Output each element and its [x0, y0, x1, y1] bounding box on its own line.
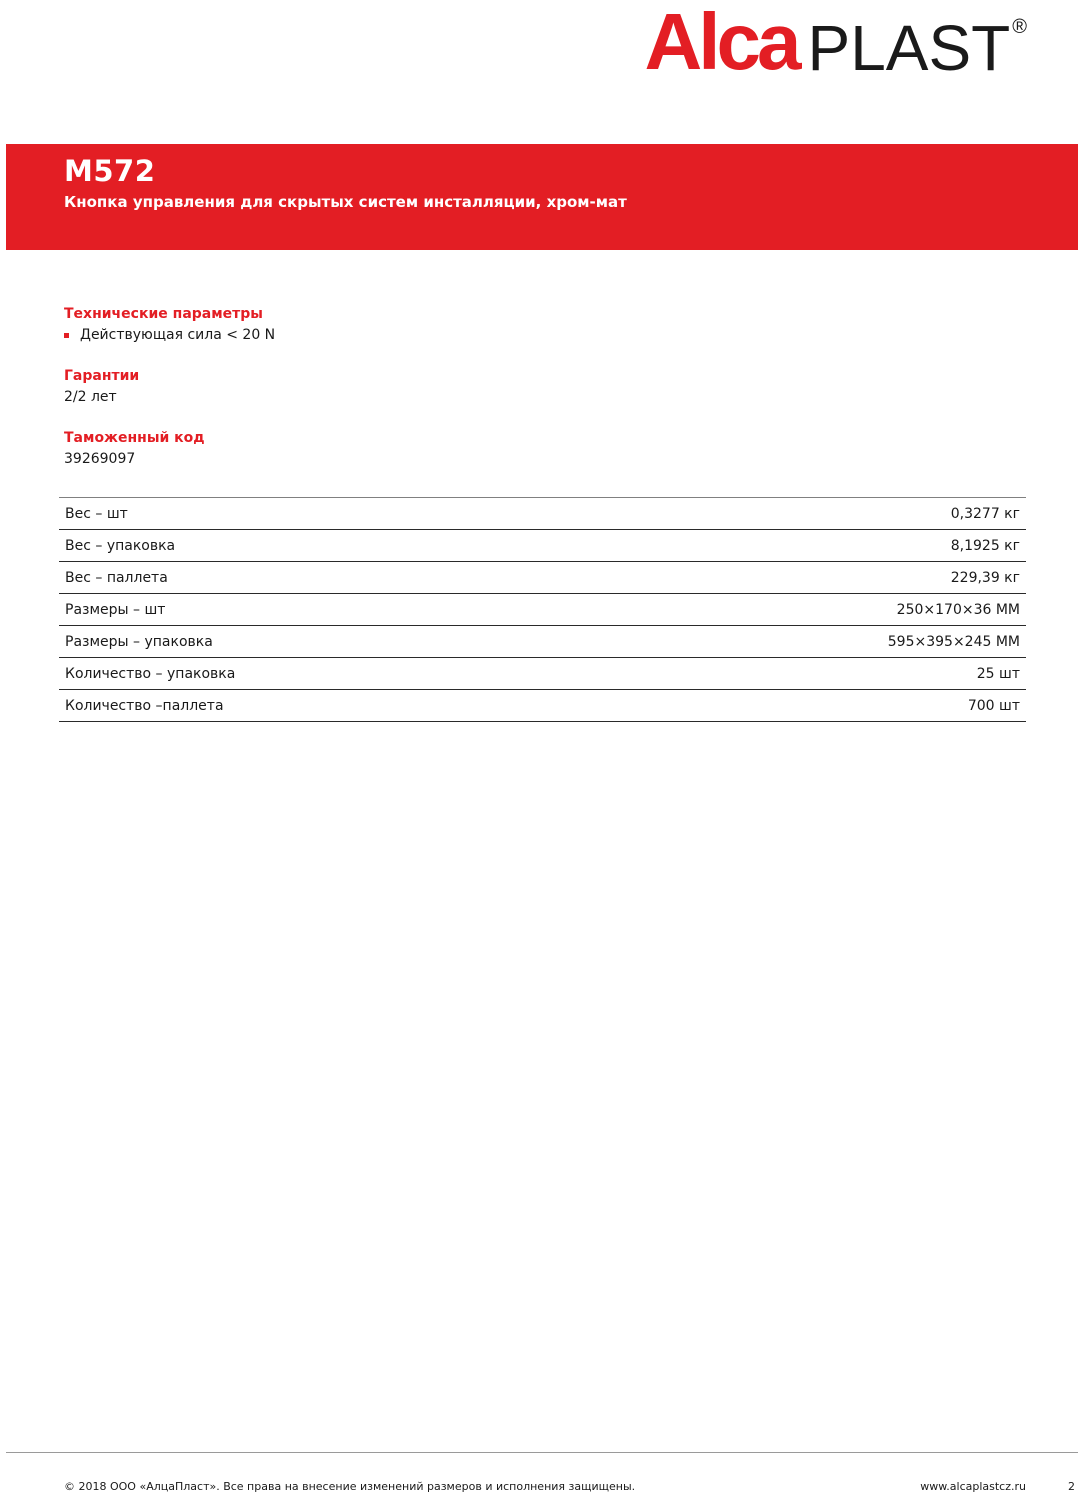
- spec-label: Количество –паллета: [65, 697, 224, 714]
- spec-value: 595×395×245 ММ: [887, 633, 1020, 650]
- spec-label: Количество – упаковка: [65, 665, 236, 682]
- tech-params-section: [64, 304, 1026, 346]
- table-row: [59, 594, 1026, 626]
- table-row: [59, 658, 1026, 690]
- footer-copyright: © 2018 ООО «АлцаПласт». Все права на внесение изменений размеров и исполнения защищены.: [64, 1480, 636, 1493]
- spec-label: Вес – паллета: [65, 569, 168, 586]
- logo-plast-text: PLAST: [807, 12, 1011, 84]
- table-row: [59, 690, 1026, 722]
- spec-value: 700 шт: [967, 697, 1020, 714]
- warranty-title: Гарантии: [64, 368, 140, 384]
- product-details: [64, 304, 1026, 490]
- spec-label: Размеры – шт: [65, 601, 166, 618]
- warranty-section: [64, 366, 1026, 408]
- customs-section: [64, 428, 1026, 470]
- spec-value: 229,39 кг: [950, 569, 1020, 586]
- product-banner: [6, 144, 1078, 250]
- spec-value: 250×170×36 ММ: [896, 601, 1020, 618]
- table-row: [59, 530, 1026, 562]
- customs-value: 39269097: [64, 451, 136, 467]
- bullet-square-icon: [64, 333, 69, 338]
- list-item: [64, 324, 1026, 346]
- product-code: M572: [64, 154, 156, 188]
- footer-website-link[interactable]: www.alcaplastcz.ru: [920, 1480, 1026, 1493]
- tech-param-text: Действующая сила < 20 N: [80, 327, 276, 343]
- spec-value: 8,1925 кг: [950, 537, 1020, 554]
- spec-label: Размеры – упаковка: [65, 633, 213, 650]
- page-number: 2: [1068, 1480, 1075, 1493]
- warranty-value: 2/2 лет: [64, 389, 117, 405]
- spec-value: 0,3277 кг: [950, 505, 1020, 522]
- brand-logo: [644, 0, 1027, 86]
- tech-params-list: [64, 324, 1026, 346]
- table-row: [59, 562, 1026, 594]
- tech-params-title: Технические параметры: [64, 306, 263, 322]
- spec-label: Вес – шт: [65, 505, 128, 522]
- spec-label: Вес – упаковка: [65, 537, 176, 554]
- table-row: [59, 498, 1026, 530]
- logo-registered-mark: ®: [1012, 16, 1027, 38]
- footer-divider: [6, 1452, 1078, 1453]
- logo-alca-text: Alca: [644, 0, 798, 86]
- product-description: Кнопка управления для скрытых систем инсталляции, хром-мат: [64, 193, 627, 211]
- table-row: [59, 626, 1026, 658]
- spec-table: [59, 497, 1026, 722]
- spec-value: 25 шт: [976, 665, 1020, 682]
- customs-title: Таможенный код: [64, 430, 205, 446]
